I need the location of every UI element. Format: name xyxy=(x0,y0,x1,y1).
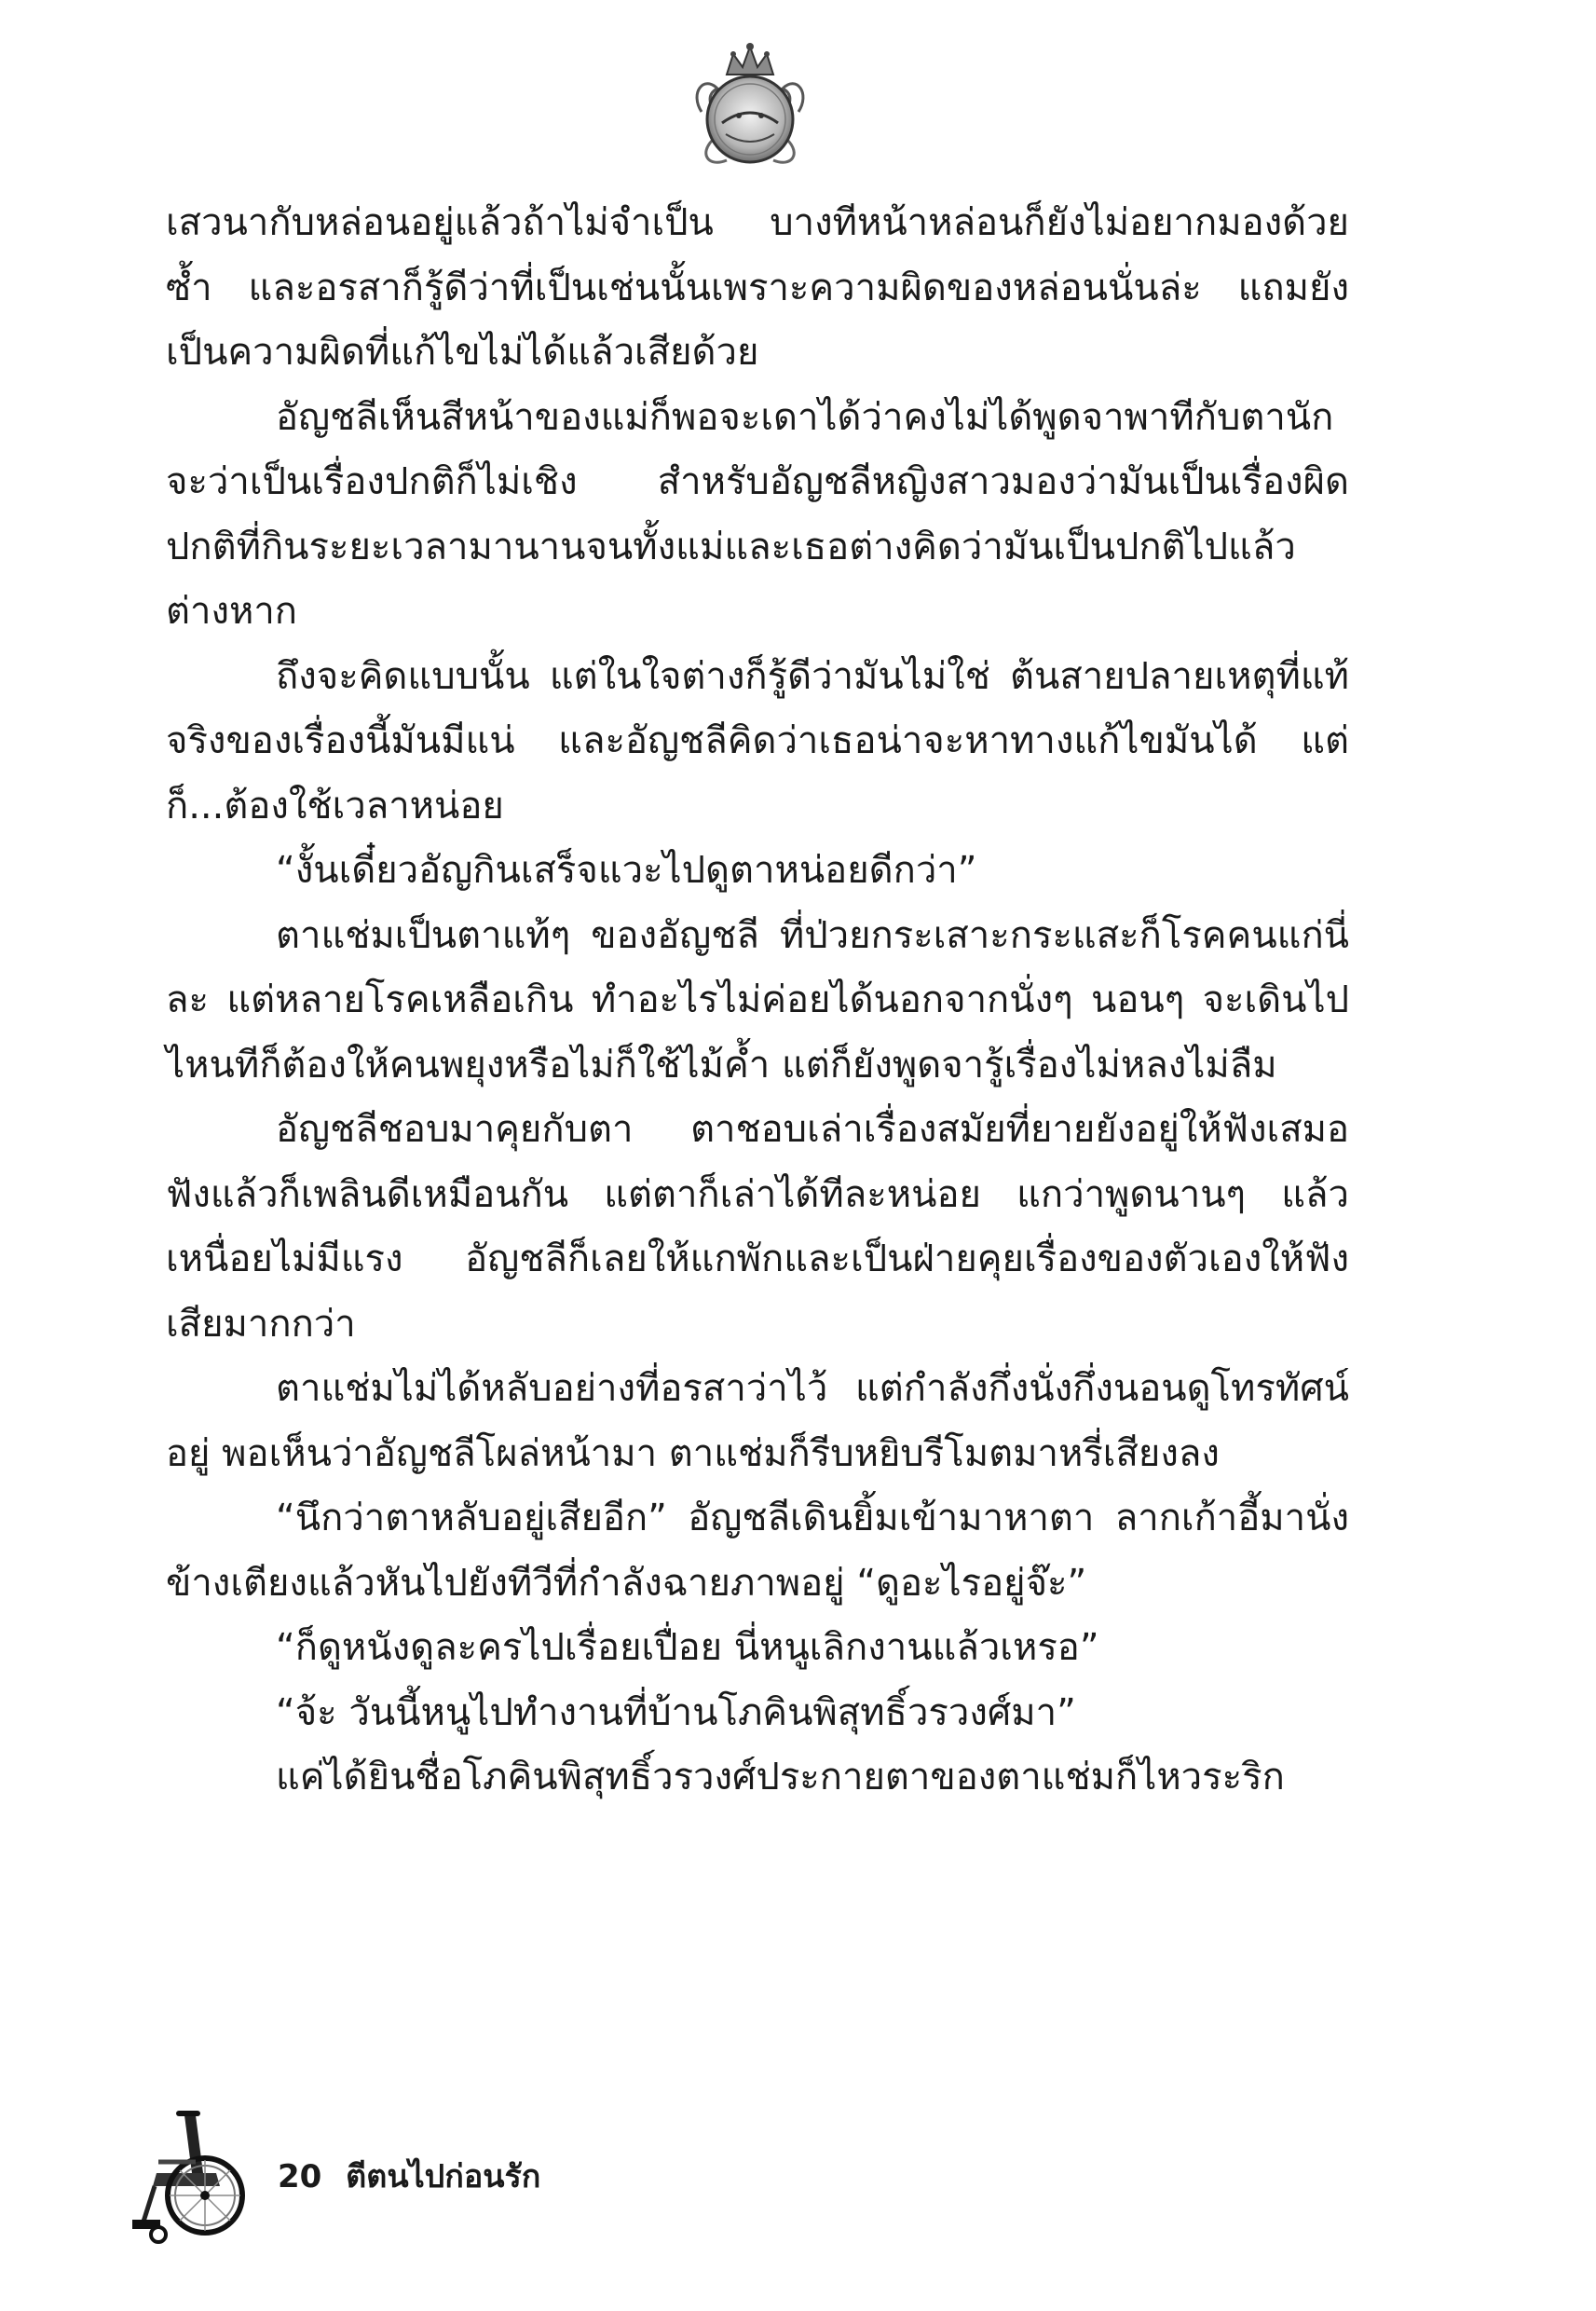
book-title: ตีตนไปก่อนรัก xyxy=(346,2158,541,2195)
paragraph: ถึงจะคิดแบบนั้น แต่ในใจต่างก็รู้ดีว่ามันไม่ใช่ ต้นสายปลายเหตุที่แท้จริงของเรื่องนี้มันมีแน่ และอัญชลีคิดว่าเธอน่าจะหาทางแก้ไขมันได้ แต่ก็...ต้องใช้เวลาหน่อย xyxy=(166,654,1349,827)
paragraph: เสวนากับหล่อนอยู่แล้วถ้าไม่จำเป็น บางทีหน้าหล่อนก็ยังไม่อยากมองด้วยซ้ำ และอรสาก็รู้ดีว่าที่เป็นเช่นนั้นเพราะความผิดของหล่อนนั่นล่ะ แถมยังเป็นความผิดที่แก้ไขไม่ได้แล้วเสียด้วย xyxy=(166,201,1349,374)
page-number: 20 xyxy=(278,2158,322,2195)
paragraph: “นึกว่าตาหลับอยู่เสียอีก” อัญชลีเดินยิ้มเข้ามาหาตา ลากเก้าอี้มานั่งข้างเตียงแล้วหันไปยังทีวีที่กำลังฉายภาพอยู่ “ดูอะไรอยู่จ๊ะ” xyxy=(166,1497,1349,1605)
paragraph: อัญชลีเห็นสีหน้าของแม่ก็พอจะเดาได้ว่าคงไม่ได้พูดจาพาทีกับตานัก จะว่าเป็นเรื่องปกติก็ไม่เชิง สำหรับอัญชลีหญิงสาวมองว่ามันเป็นเรื่องผิดปกติที่กินระยะเวลามานานจนทั้งแม่และเธอต่างคิดว่ามันเป็นปกติไปแล้วต่างหาก xyxy=(166,395,1349,633)
wheelchair-icon xyxy=(130,2106,252,2246)
publisher-logo-icon xyxy=(685,37,815,177)
paragraph: “จ้ะ วันนี้หนูไปทำงานที่บ้านโภคินพิสุทธิ์วรวงศ์มา” xyxy=(276,1690,1076,1734)
paragraph: อัญชลีชอบมาคุยกับตา ตาชอบเล่าเรื่องสมัยที่ยายยังอยู่ให้ฟังเสมอ ฟังแล้วก็เพลินดีเหมือนกัน แต่ตาก็เล่าได้ทีละหน่อย แกว่าพูดนานๆ แล้วเหนื่อยไม่มีแรง อัญชลีก็เลยให้แกพักและเป็นฝ่ายคุยเรื่องของตัวเองให้ฟังเสียมากกว่า xyxy=(166,1108,1349,1346)
footer-label xyxy=(278,2151,540,2201)
page-footer xyxy=(130,2106,783,2246)
paragraph: “ก็ดูหนังดูละครไปเรื่อยเปื่อย นี่หนูเลิกงานแล้วเหรอ” xyxy=(276,1626,1099,1669)
paragraph: “งั้นเดี๋ยวอัญกินเสร็จแวะไปดูตาหน่อยดีกว่า” xyxy=(276,849,977,892)
body-text xyxy=(166,191,1349,1811)
paragraph: ตาแช่มไม่ได้หลับอย่างที่อรสาว่าไว้ แต่กำลังกึ่งนั่งกึ่งนอนดูโทรทัศน์อยู่ พอเห็นว่าอัญชลีโผล่หน้ามา ตาแช่มก็รีบหยิบรีโมตมาหรี่เสียงลง xyxy=(166,1367,1349,1475)
paragraph: แค่ได้ยินชื่อโภคินพิสุทธิ์วรวงศ์ประกายตาของตาแช่มก็ไหวระริก xyxy=(276,1756,1285,1798)
paragraph: ตาแช่มเป็นตาแท้ๆ ของอัญชลี ที่ป่วยกระเสาะกระแสะก็โรคคนแก่นี่ละ แต่หลายโรคเหลือเกิน ทำอะไรไม่ค่อยได้นอกจากนั่งๆ นอนๆ จะเดินไปไหนทีก็ต้องให้คนพยุงหรือไม่ก็ใช้ไม้ค้ำ แต่ก็ยังพูดจารู้เรื่องไม่หลงไม่ลืม xyxy=(166,913,1349,1087)
